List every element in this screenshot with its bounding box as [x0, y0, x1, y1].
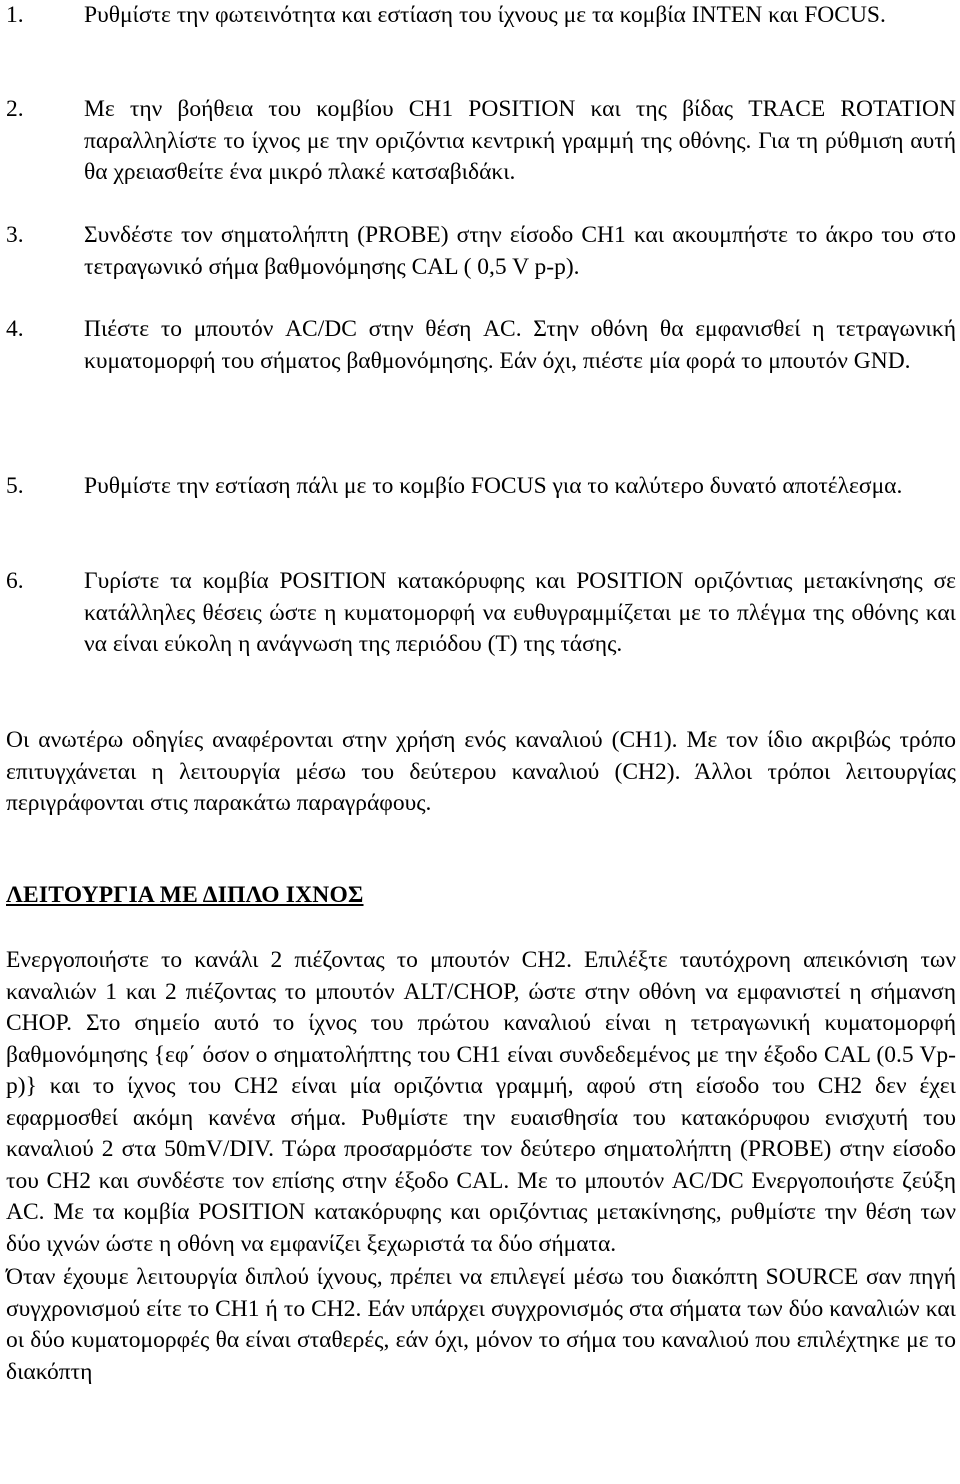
instruction-item-5	[6, 471, 956, 503]
item-text: Πιέστε το μπουτόν AC/DC στην θέση AC. Στην οθόνη θα εμφανισθεί η τετραγωνική κυματομορφή του σήματος βαθμονόμησης. Εάν όχι, πιέστε μία φορά το μπουτόν GND.	[84, 316, 956, 374]
item-text: Με την βοήθεια του κομβίου CH1 POSITION και της βίδας TRACE ROTATION παραλληλίστε το ίχνος με την οριζόντια κεντρική γραμμή της οθόνης. Για τη ρύθμιση αυτή θα χρειασθείτε ένα μικρό πλακέ κατσαβιδάκι.	[84, 96, 956, 185]
instruction-item-4	[6, 314, 956, 377]
item-text: Συνδέστε τον σηματολήπτη (PROBE) στην είσοδο CH1 και ακουμπήστε το άκρο του στο τετραγωνικό σήμα βαθμονόμησης CAL ( 0,5 V p-p).	[84, 222, 956, 280]
item-text: Ρυθμίστε την φωτεινότητα και εστίαση του ίχνους με τα κομβία INTEN και FOCUS.	[84, 2, 886, 28]
section-heading: ΛΕΙΤΟΥΡΓΙΑ ΜΕ ΔΙΠΛΟ ΙΧΝΟΣ	[6, 882, 364, 908]
instruction-item-3	[6, 220, 956, 283]
item-text: Ρυθμίστε την εστίαση πάλι με το κομβίο FOCUS για το καλύτερο δυνατό αποτέλεσμα.	[84, 473, 903, 499]
instruction-item-6	[6, 566, 956, 661]
item-number: 3.	[6, 222, 24, 248]
item-number: 5.	[6, 473, 24, 499]
item-number: 2.	[6, 96, 24, 122]
section-paragraph: Ενεργοποιήστε το κανάλι 2 πιέζοντας το μπουτόν CH2. Επιλέξτε ταυτόχρονη απεικόνιση των καναλιών 1 και 2 πιέζοντας το μπουτόν ALT/CHOP, ώστε στην οθόνη να εμφανιστεί η σήμανση CHOP. Στο σημείο αυτό το ίχνος του πρώτου καναλιού είναι η τετραγωνική κυματομορφή βαθμονόμησης {εφ΄ όσον ο σηματολήπτης του CH1 είναι συνδεδεμένος με την έξοδο CAL (0.5 Vp-p)} και το ίχνος του CH2 είναι μία οριζόντια γραμμή, αφού στη είσοδο του CH2 δεν έχει εφαρμοσθεί ακόμη κανένα σήμα. Ρυθμίστε την ευαισθησία του κατακόρυφου ενισχυτή του καναλιού 2 στα 50mV/DIV. Τώρα προσαρμόστε τον δεύτερο σηματολήπτη (PROBE) στην είσοδο του CH2 και συνδέστε τον επίσης στην έξοδο CAL. Με το μπουτόν AC/DC Ενεργοποιήστε ζεύξη AC. Με τα κομβία POSITION κατακόρυφης και οριζόντιας μετακίνησης, ρυθμίστε την θέση των δύο ιχνών ώστε η οθόνη να εμφανίζει ξεχωριστά τα δύο σήματα.	[6, 947, 956, 1257]
item-number: 4.	[6, 316, 24, 342]
item-number: 6.	[6, 568, 24, 594]
item-number: 1.	[6, 2, 24, 28]
instruction-item-2	[6, 94, 956, 189]
summary-paragraph: Οι ανωτέρω οδηγίες αναφέρονται στην χρήση ενός καναλιού (CH1). Με τον ίδιο ακριβώς τρόπο επιτυγχάνεται η λειτουργία μέσω του δεύτερου καναλιού (CH2). Άλλοι τρόποι λειτουργίας περιγράφονται στις παρακάτω παραγράφους.	[6, 727, 956, 816]
item-text: Γυρίστε τα κομβία POSITION κατακόρυφης και POSITION οριζόντιας μετακίνησης σε κατάλληλες θέσεις ώστε η κυματομορφή να ευθυγραμμίζεται με το πλέγμα της οθόνης και να είναι εύκολη η ανάγνωση της περιόδου (T) της τάσης.	[84, 568, 956, 657]
section-paragraph: Όταν έχουμε λειτουργία διπλού ίχνους, πρέπει να επιλεγεί μέσω του διακόπτη SOURCE σαν πηγή συγχρονισμού είτε το CH1 ή το CH2. Εάν υπάρχει συγχρονισμός στα σήματα των δύο καναλιών και οι δύο κυματομορφές θα είναι σταθερές, εάν όχι, μόνον το σήμα του καναλιού που επιλέχτηκε με το διακόπτη	[6, 1264, 956, 1385]
instruction-item-1	[6, 0, 956, 32]
